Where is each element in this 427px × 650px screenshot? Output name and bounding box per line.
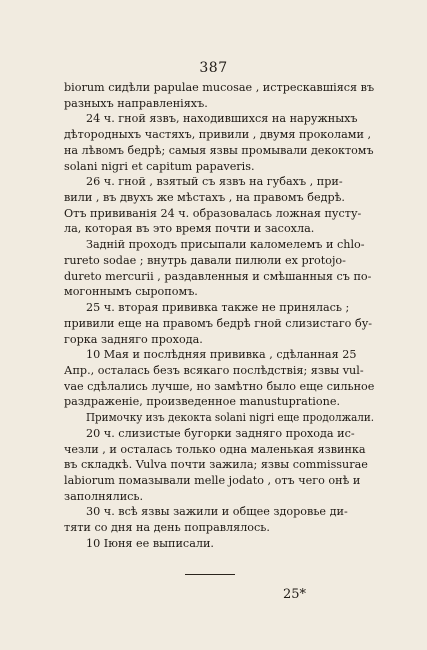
text-line: Примочку изъ декокта solani nigri еще продолжали. — [86, 411, 374, 425]
text-line: въ складкѣ. Vulva почти зажила; язвы commissurae — [64, 458, 368, 472]
text-line: на лѣвомъ бедрѣ; самыя язвы промывали декоктомъ — [64, 143, 374, 157]
page-number: 387 — [199, 60, 228, 76]
text-line: rureto sodae ; внутрь давали пилюли ex protojo- — [64, 253, 346, 267]
text-line: ла, которая въ это время почти и засохла. — [64, 222, 315, 236]
text-line: дѣтородныхъ частяхъ, привили , двумя проколами , — [64, 128, 372, 142]
text-line: 10 Іюня ее выписали. — [86, 536, 214, 550]
text-line: чезли , и осталась только одна маленькая язвинка — [64, 442, 366, 456]
text-line: labiorum помазывали melle jodato , отъ чего онѣ и — [64, 473, 361, 487]
text-line: 24 ч. гной язвъ, находившихся на наружныхъ — [86, 112, 358, 126]
text-line: vae сдѣлались лучше, но замѣтно было еще сильное — [64, 379, 374, 393]
text-line: Апр., осталась безъ всякаго послѣдствія; язвы vul- — [64, 363, 364, 377]
text-line: 20 ч. слизистые бугорки задняго прохода ис- — [86, 426, 355, 440]
text-line: Отъ прививанія 24 ч. образовалась ложная пусту- — [64, 206, 362, 220]
text-line: 26 ч. гной , взятый съ язвъ на губахъ , при- — [86, 175, 343, 189]
text-line: 30 ч. всѣ язвы зажили и общее здоровье ди- — [86, 505, 348, 519]
text-line: Задній проходъ присыпали каломелемъ и chlo- — [86, 238, 365, 252]
text-line: раздраженіе, произведенное manustupratione. — [64, 395, 341, 409]
printer-signature: 25* — [283, 587, 307, 602]
text-line: 25 ч. вторая прививка также не принялась ; — [86, 301, 350, 315]
text-line: 10 Мая и послѣдняя прививка , сдѣланная 25 — [86, 348, 357, 362]
text-line: dureto mercurii , раздавленныя и смѣшанныя съ по- — [64, 269, 372, 283]
text-line: могоннымъ сыропомъ. — [64, 285, 198, 299]
text-line: горка задняго прохода. — [64, 332, 203, 346]
text-line: разныхъ направленіяхъ. — [64, 96, 208, 110]
text-line: solani nigri et capitum papaveris. — [64, 159, 255, 173]
section-divider — [185, 574, 235, 575]
text-line: вили , въ двухъ же мѣстахъ , на правомъ бедрѣ. — [64, 191, 345, 205]
text-line: привили еще на правомъ бедрѣ гной слизистаго бу- — [64, 316, 373, 330]
text-line: тяти со дня на день поправлялось. — [64, 521, 270, 535]
text-line: заполнялись. — [64, 489, 144, 503]
body-text — [64, 80, 374, 552]
text-line: biorum сидѣли papulae mucosae , истрескавшіяся въ — [64, 81, 374, 94]
